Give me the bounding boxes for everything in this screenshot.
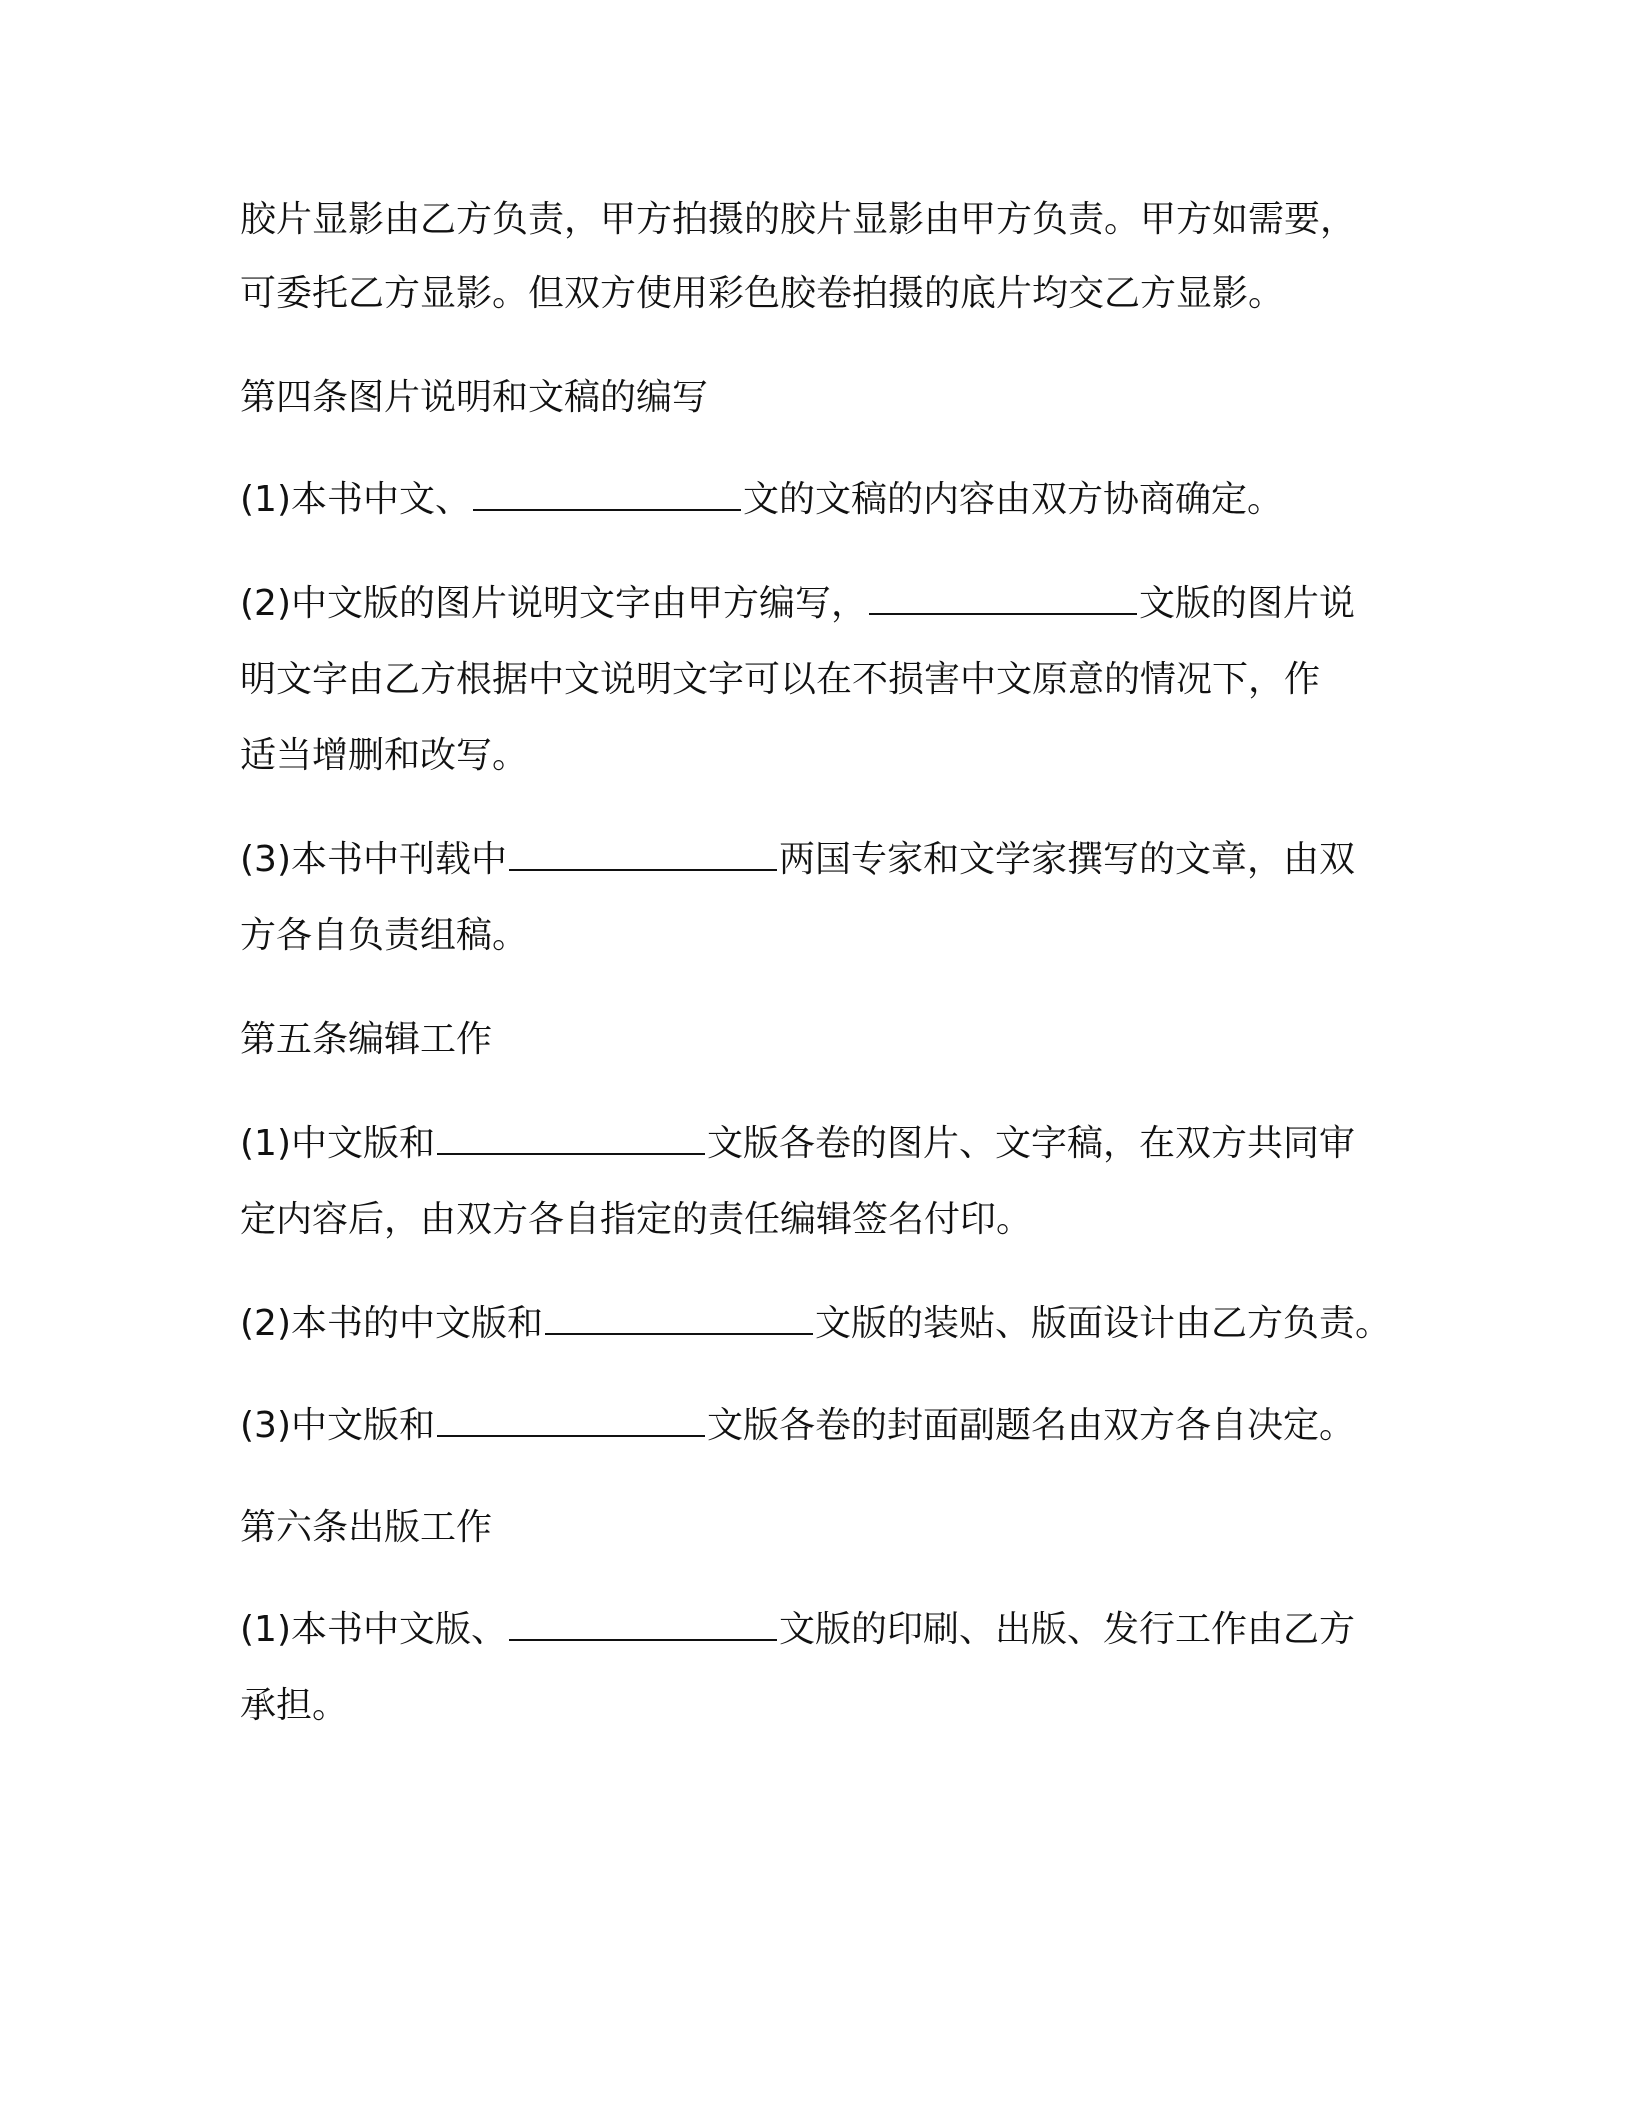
paragraph-line (240, 1122, 1355, 1166)
paragraph-line: 承担。 (240, 1685, 349, 1726)
line-text: 文版各卷的图片、文字稿，在双方共同审 (707, 1123, 1356, 1164)
fill-in-blank[interactable] (509, 1609, 777, 1641)
section-heading: 第六条出版工作 (240, 1507, 493, 1548)
line-text: 文的文稿的内容由双方协商确定。 (743, 479, 1284, 520)
line-text: 两国专家和文学家撰写的文章，由双 (779, 839, 1356, 880)
line-text: 文版的图片说 (1139, 583, 1356, 624)
line-text: (1)中文版和 (240, 1123, 435, 1164)
paragraph-line: 可委托乙方显影。但双方使用彩色胶卷拍摄的底片均交乙方显影。 (240, 273, 1285, 314)
fill-in-blank[interactable] (869, 583, 1137, 615)
line-text: 文版各卷的封面副题名由双方各自决定。 (707, 1405, 1356, 1446)
line-text: (1)本书中文版、 (240, 1609, 507, 1650)
section-heading: 第五条编辑工作 (240, 1019, 493, 1060)
paragraph-line (240, 1302, 1391, 1346)
line-text: 文版的装贴、版面设计由乙方负责。 (815, 1303, 1392, 1344)
line-text: (3)中文版和 (240, 1405, 435, 1446)
line-text: (3)本书中刊载中 (240, 839, 507, 880)
fill-in-blank[interactable] (545, 1303, 813, 1335)
fill-in-blank[interactable] (509, 839, 777, 871)
fill-in-blank[interactable] (437, 1123, 705, 1155)
paragraph-line: 适当增删和改写。 (240, 735, 529, 776)
paragraph-line (240, 1608, 1355, 1652)
line-text: (2)本书的中文版和 (240, 1303, 543, 1344)
paragraph-line: 明文字由乙方根据中文说明文字可以在不损害中文原意的情况下，作 (240, 659, 1321, 700)
line-text: (1)本书中文、 (240, 479, 471, 520)
line-text: 文版的印刷、出版、发行工作由乙方 (779, 1609, 1356, 1650)
fill-in-blank[interactable] (473, 479, 741, 511)
line-text: (2)中文版的图片说明文字由甲方编写， (240, 583, 867, 624)
paragraph-line (240, 1404, 1355, 1448)
paragraph-line: 方各自负责组稿。 (240, 915, 529, 956)
paragraph-line (240, 838, 1355, 882)
paragraph-line: 定内容后，由双方各自指定的责任编辑签名付印。 (240, 1199, 1033, 1240)
fill-in-blank[interactable] (437, 1405, 705, 1437)
paragraph-line (240, 582, 1355, 626)
section-heading: 第四条图片说明和文稿的编写 (240, 377, 709, 418)
paragraph-line: 胶片显影由乙方负责，甲方拍摄的胶片显影由甲方负责。甲方如需要， (240, 199, 1357, 240)
paragraph-line (240, 478, 1283, 522)
